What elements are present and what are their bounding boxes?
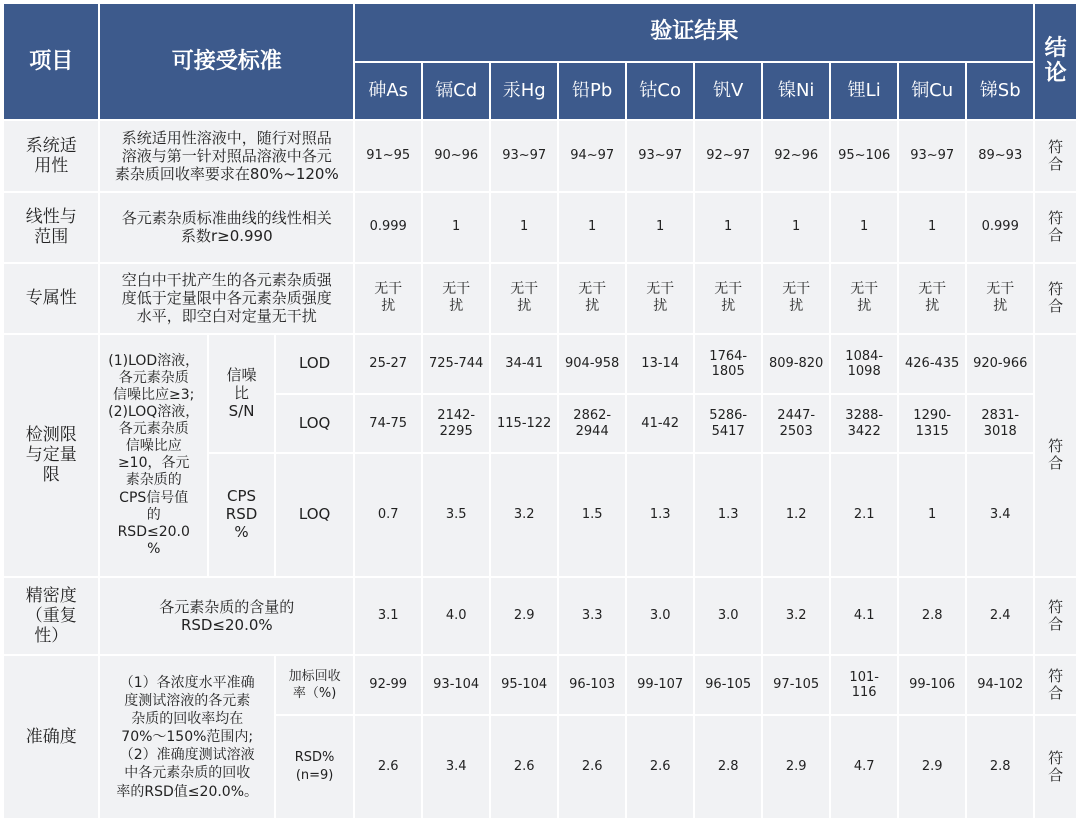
value-cell: 2.1 [831,454,897,575]
value-cell: 96-103 [559,656,625,714]
table-row-precision [4,578,1076,655]
conclusion-accuracy-rsd: 符 合 [1035,716,1076,818]
value-cell: 2.4 [967,578,1033,655]
element-header: 钒V [695,63,761,120]
row-label-precision: 精密度 （重复 性） [4,578,98,655]
row-label-linearity: 线性与 范围 [4,193,98,262]
value-cell: 97-105 [763,656,829,714]
value-cell: 93~97 [899,121,965,191]
value-cell: 95~106 [831,121,897,191]
value-cell: 1 [899,193,965,262]
value-cell: 904-958 [559,335,625,393]
value-cell: 0.999 [967,193,1033,262]
value-cell: 13-14 [627,335,693,393]
value-cell: 2.8 [967,716,1033,818]
value-cell: 1.2 [763,454,829,575]
value-cell: 1 [899,454,965,575]
conclusion-suitability: 符 合 [1035,121,1076,191]
value-cell: 2.6 [355,716,421,818]
value-cell: 3.0 [695,578,761,655]
value-cell: 3.3 [559,578,625,655]
value-cell: 3.2 [763,578,829,655]
value-cell: 115-122 [491,395,557,453]
value-cell: 93~97 [627,121,693,191]
conclusion-accuracy-recovery: 符 合 [1035,656,1076,714]
element-header: 汞Hg [491,63,557,120]
recovery-label: 加标回收 率（%) [276,656,353,714]
value-cell: 74-75 [355,395,421,453]
value-cell: 无干 扰 [491,264,557,334]
value-cell: 2.9 [491,578,557,655]
row-label-suitability: 系统适 用性 [4,121,98,191]
value-cell: 92~97 [695,121,761,191]
value-cell: 无干 扰 [763,264,829,334]
value-cell: 3288- 3422 [831,395,897,453]
value-cell: 1 [559,193,625,262]
value-cell: 94~97 [559,121,625,191]
element-header: 钴Co [627,63,693,120]
value-cell: 92~96 [763,121,829,191]
value-cell: 2142- 2295 [423,395,489,453]
value-cell: 2.9 [763,716,829,818]
value-cell: 41-42 [627,395,693,453]
value-cell: 89~93 [967,121,1033,191]
value-cell: 1 [831,193,897,262]
value-cell: 1 [627,193,693,262]
criteria-linearity: 各元素杂质标准曲线的线性相关 系数r≥0.990 [100,193,353,262]
value-cell: 无干 扰 [899,264,965,334]
value-cell: 1 [423,193,489,262]
value-cell: 1 [491,193,557,262]
element-header: 镍Ni [763,63,829,120]
conclusion-detection: 符 合 [1035,335,1076,575]
value-cell: 1084- 1098 [831,335,897,393]
value-cell: 1.3 [627,454,693,575]
value-cell: 3.0 [627,578,693,655]
lod-label: LOD [276,335,353,393]
value-cell: 2.8 [695,716,761,818]
element-header: 锑Sb [967,63,1033,120]
conclusion-precision: 符 合 [1035,578,1076,655]
value-cell: 2.6 [559,716,625,818]
value-cell: 2.6 [491,716,557,818]
criteria-accuracy: （1）各浓度水平准确 度测试溶液的各元素 杂质的回收率均在 70%～150%范围内; （2）准确度测试溶液 中各元素杂质的回收 率的RSD值≤20.0%。 [100,656,274,818]
value-cell: 90~96 [423,121,489,191]
value-cell: 1764- 1805 [695,335,761,393]
value-cell: 无干 扰 [695,264,761,334]
header-item: 项目 [4,4,98,119]
value-cell: 96-105 [695,656,761,714]
value-cell: 4.1 [831,578,897,655]
criteria-precision: 各元素杂质的含量的 RSD≤20.0% [100,578,353,655]
value-cell: 1290- 1315 [899,395,965,453]
value-cell: 94-102 [967,656,1033,714]
value-cell: 1 [695,193,761,262]
element-header: 锂Li [831,63,897,120]
row-label-specificity: 专属性 [4,264,98,334]
conclusion-linearity: 符 合 [1035,193,1076,262]
value-cell: 91~95 [355,121,421,191]
value-cell: 93-104 [423,656,489,714]
value-cell: 2.6 [627,716,693,818]
accuracy-rsd-label: RSD% (n=9) [276,716,353,818]
value-cell: 3.4 [423,716,489,818]
value-cell: 无干 扰 [627,264,693,334]
value-cell: 920-966 [967,335,1033,393]
value-cell: 0.7 [355,454,421,575]
header-results: 验证结果 [355,4,1033,61]
value-cell: 3.1 [355,578,421,655]
value-cell: 34-41 [491,335,557,393]
sn-label: 信噪 比 S/N [209,335,274,452]
row-label-accuracy: 准确度 [4,656,98,818]
value-cell: 725-744 [423,335,489,393]
table-row-suitability [4,121,1076,191]
value-cell: 99-107 [627,656,693,714]
element-header: 镉Cd [423,63,489,120]
value-cell: 93~97 [491,121,557,191]
value-cell: 1.5 [559,454,625,575]
value-cell: 4.7 [831,716,897,818]
value-cell: 25-27 [355,335,421,393]
value-cell: 3.4 [967,454,1033,575]
row-label-detection: 检测限 与定量 限 [4,335,98,575]
value-cell: 无干 扰 [967,264,1033,334]
value-cell: 无干 扰 [355,264,421,334]
header-criteria: 可接受标准 [100,4,353,119]
element-header: 铅Pb [559,63,625,120]
conclusion-specificity: 符 合 [1035,264,1076,334]
table-row-accuracy-recovery [4,656,1076,714]
value-cell: 5286- 5417 [695,395,761,453]
value-cell: 3.2 [491,454,557,575]
element-header: 铜Cu [899,63,965,120]
value-cell: 2.8 [899,578,965,655]
value-cell: 0.999 [355,193,421,262]
value-cell: 2831- 3018 [967,395,1033,453]
value-cell: 99-106 [899,656,965,714]
criteria-suitability: 系统适用性溶液中，随行对照品 溶液与第一针对照品溶液中各元 素杂质回收率要求在80%~120% [100,121,353,191]
value-cell: 3.5 [423,454,489,575]
table-row-linearity [4,193,1076,262]
value-cell: 1 [763,193,829,262]
value-cell: 2862- 2944 [559,395,625,453]
value-cell: 2447- 2503 [763,395,829,453]
loq-label: LOQ [276,395,353,453]
element-header: 砷As [355,63,421,120]
table-row-specificity [4,264,1076,334]
value-cell: 92-99 [355,656,421,714]
value-cell: 1.3 [695,454,761,575]
value-cell: 2.9 [899,716,965,818]
validation-results-table [2,2,1078,820]
value-cell: 无干 扰 [559,264,625,334]
loq2-label: LOQ [276,454,353,575]
value-cell: 95-104 [491,656,557,714]
value-cell: 无干 扰 [423,264,489,334]
value-cell: 101- 116 [831,656,897,714]
cps-rsd-label: CPS RSD % [209,454,274,575]
value-cell: 809-820 [763,335,829,393]
value-cell: 426-435 [899,335,965,393]
criteria-detection: (1)LOD溶液， 各元素杂质 信噪比应≥3; (2)LOQ溶液， 各元素杂质 信噪比应 ≥10，各元 素杂质的 CPS信号值 的 RSD≤20.0 % [100,335,207,575]
value-cell: 无干 扰 [831,264,897,334]
table-row-lod [4,335,1076,393]
header-conclusion: 结 论 [1035,4,1076,119]
value-cell: 4.0 [423,578,489,655]
criteria-specificity: 空白中干扰产生的各元素杂质强 度低于定量限中各元素杂质强度 水平，即空白对定量无干扰 [100,264,353,334]
